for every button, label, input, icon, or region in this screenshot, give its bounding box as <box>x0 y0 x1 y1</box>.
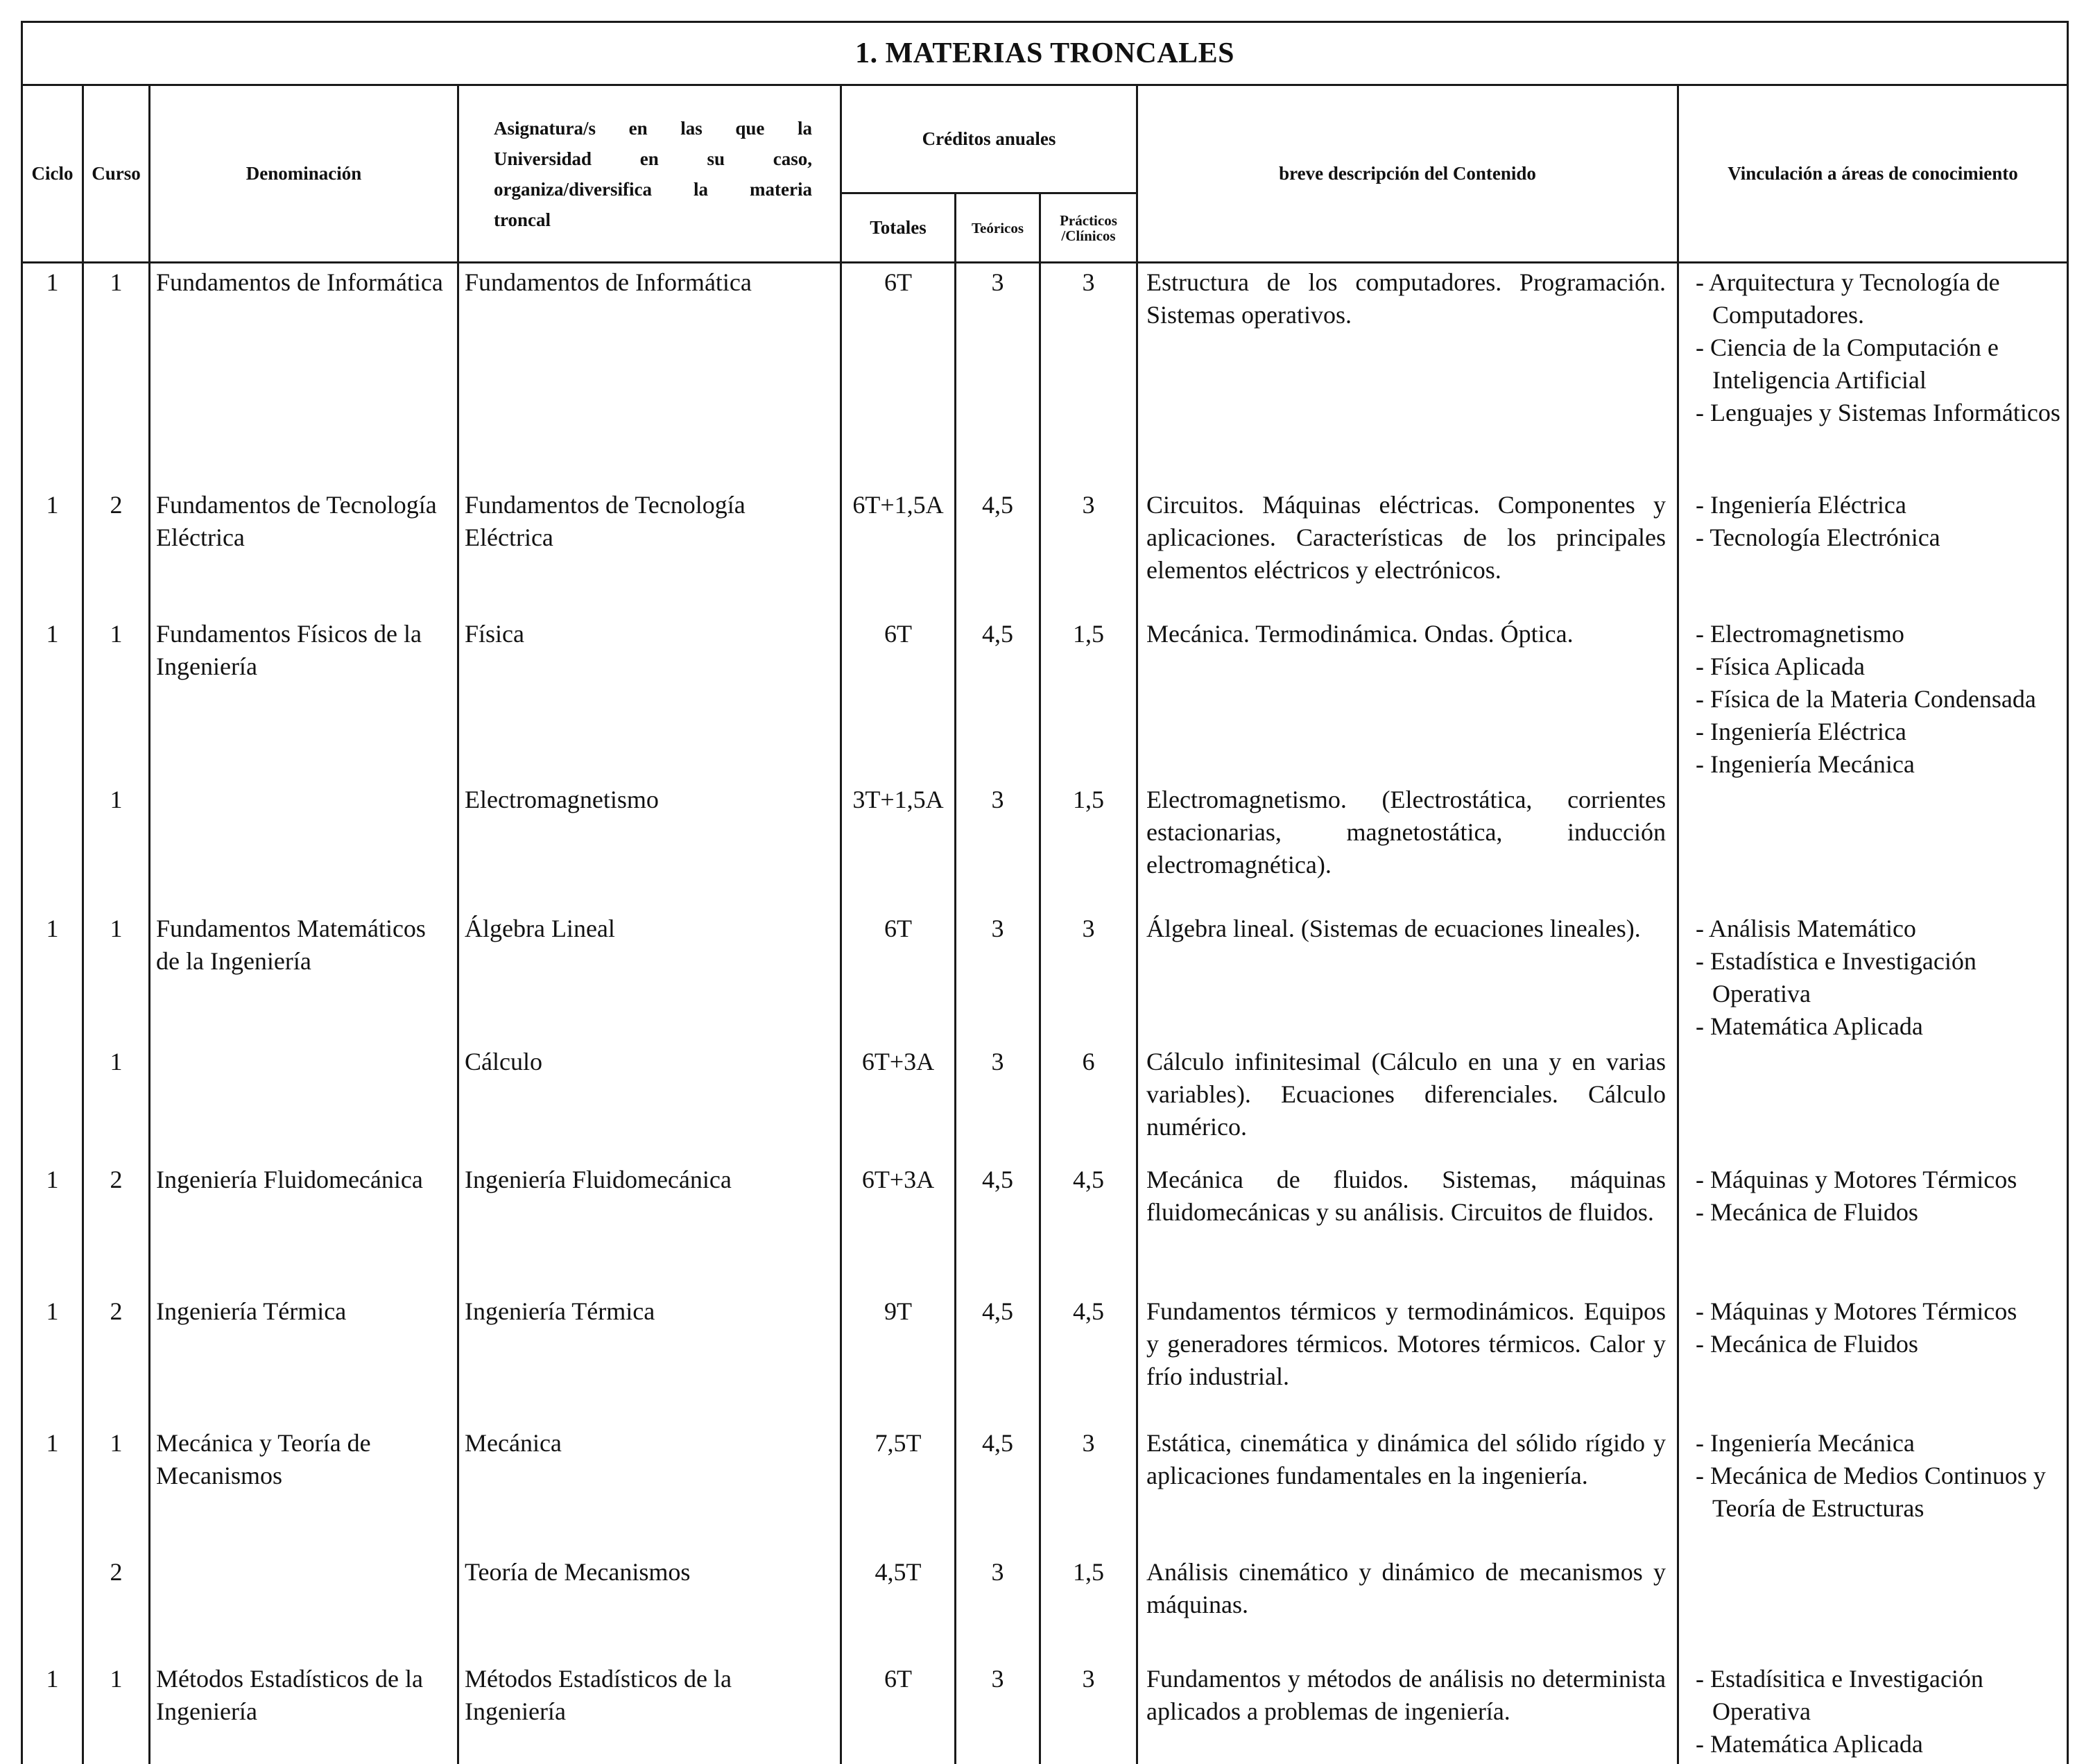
area-item: - Ciencia de la Computación e Inteligencia Artificial <box>1696 334 1999 394</box>
cell-teoricos <box>956 1161 1040 1292</box>
area-item: - Tecnología Electrónica <box>1696 523 1940 551</box>
cell-practicos <box>1040 1660 1137 1764</box>
cell-descripcion <box>1137 910 1678 1043</box>
cell-asignatura-text: Álgebra Lineal <box>465 914 615 942</box>
cell-asignatura <box>458 615 841 781</box>
table-row <box>22 615 2068 781</box>
cell-totales <box>841 486 956 615</box>
cell-denominacion-text: Fundamentos de Informática <box>156 268 443 296</box>
area-item: - Matemática Aplicada <box>1696 1012 1923 1040</box>
cell-asignatura-text: Electromagnetismo <box>465 785 659 813</box>
cell-curso-text: 1 <box>110 619 123 648</box>
table-row <box>22 910 2068 1043</box>
table-row <box>22 1660 2068 1764</box>
cell-descripcion <box>1137 1553 1678 1660</box>
area-item: - Máquinas y Motores Térmicos <box>1696 1165 2017 1193</box>
cell-denominacion-text: Ingeniería Térmica <box>156 1297 347 1325</box>
cell-practicos-text: 3 <box>1082 268 1095 296</box>
header-curso: Curso <box>83 85 150 263</box>
cell-denominacion-text: Mecánica y Teoría de Mecanismos <box>156 1428 371 1489</box>
cell-areas <box>1678 1292 2068 1424</box>
area-item: - Ingeniería Mecánica <box>1696 1428 1915 1457</box>
header-asignatura-line4: troncal <box>494 209 551 230</box>
cell-practicos <box>1040 781 1137 910</box>
cell-curso <box>83 1043 150 1161</box>
header-asignatura <box>458 85 841 263</box>
cell-practicos <box>1040 1292 1137 1424</box>
cell-teoricos-text: 4,5 <box>982 490 1013 519</box>
table-row <box>22 1043 2068 1161</box>
materias-table <box>21 21 2069 1764</box>
cell-practicos-text: 3 <box>1082 490 1095 519</box>
cell-asignatura <box>458 1161 841 1292</box>
cell-asignatura-text: Métodos Estadísticos de la Ingeniería <box>465 1664 732 1725</box>
cell-descripcion <box>1137 486 1678 615</box>
cell-ciclo-text: 1 <box>46 1165 59 1193</box>
cell-asignatura <box>458 1292 841 1424</box>
cell-asignatura <box>458 1660 841 1764</box>
cell-totales-text: 6T <box>884 268 912 296</box>
cell-ciclo-text: 1 <box>46 619 59 648</box>
cell-asignatura-text: Fundamentos de Tecnología Eléctrica <box>465 490 746 551</box>
area-item: - Física Aplicada <box>1696 652 1865 680</box>
cell-teoricos <box>956 263 1040 486</box>
cell-asignatura-text: Ingeniería Térmica <box>465 1297 655 1325</box>
area-item: - Matemática Aplicada <box>1696 1729 1923 1758</box>
cell-descripcion-text: Mecánica de fluidos. Sistemas, máquinas fluidomecánicas y su análisis. Circuitos de fluidos. <box>1146 1165 1666 1226</box>
cell-totales-text: 3T+1,5A <box>852 785 944 813</box>
cell-asignatura <box>458 1424 841 1553</box>
header-asignatura-line2: Universidad en su caso, <box>494 148 812 169</box>
cell-teoricos-text: 4,5 <box>982 1297 1013 1325</box>
cell-practicos-text: 3 <box>1082 914 1095 942</box>
cell-descripcion <box>1137 1292 1678 1424</box>
cell-ciclo <box>22 1292 83 1424</box>
cell-denominacion-text: Métodos Estadísticos de la Ingeniería <box>156 1664 423 1725</box>
cell-totales-text: 6T+3A <box>861 1047 935 1075</box>
header-teoricos: Teóricos <box>956 193 1040 263</box>
cell-practicos-text: 3 <box>1082 1428 1095 1457</box>
cell-totales <box>841 1553 956 1660</box>
header-totales: Totales <box>841 193 956 263</box>
cell-curso-text: 1 <box>110 1047 123 1075</box>
cell-areas <box>1678 910 2068 1043</box>
cell-ciclo-text: 1 <box>46 268 59 296</box>
cell-descripcion <box>1137 1043 1678 1161</box>
cell-teoricos <box>956 910 1040 1043</box>
page-title: 1. MATERIAS TRONCALES <box>22 22 2068 85</box>
materias-troncales-sheet <box>21 21 2067 1764</box>
cell-curso-text: 1 <box>110 268 123 296</box>
cell-denominacion-text: Fundamentos de Tecnología Eléctrica <box>156 490 437 551</box>
cell-curso-text: 1 <box>110 914 123 942</box>
cell-denominacion <box>150 486 458 615</box>
cell-ciclo-text: 1 <box>46 1664 59 1693</box>
cell-ciclo <box>22 615 83 781</box>
cell-ciclo-text: 1 <box>46 914 59 942</box>
cell-teoricos-text: 4,5 <box>982 1428 1013 1457</box>
cell-areas <box>1678 1043 2068 1161</box>
cell-totales-text: 7,5T <box>875 1428 922 1457</box>
area-item: - Lenguajes y Sistemas Informáticos <box>1696 399 2060 426</box>
cell-descripcion <box>1137 781 1678 910</box>
cell-descripcion <box>1137 1660 1678 1764</box>
cell-ciclo-text: 1 <box>46 490 59 519</box>
cell-curso <box>83 1660 150 1764</box>
cell-asignatura-text: Física <box>465 619 524 648</box>
cell-denominacion <box>150 263 458 486</box>
cell-asignatura <box>458 1553 841 1660</box>
cell-descripcion-text: Álgebra lineal. (Sistemas de ecuaciones lineales). <box>1146 914 1641 942</box>
table-body <box>22 263 2068 1764</box>
cell-totales-text: 4,5T <box>875 1557 922 1586</box>
cell-ciclo <box>22 263 83 486</box>
cell-descripcion-text: Fundamentos térmicos y termodinámicos. Equipos y generadores térmicos. Motores térmicos. Calor y frío industrial. <box>1146 1297 1666 1390</box>
area-item: - Máquinas y Motores Térmicos <box>1696 1297 2017 1325</box>
cell-denominacion <box>150 781 458 910</box>
cell-asignatura-text: Mecánica <box>465 1428 562 1457</box>
table-row <box>22 1292 2068 1424</box>
cell-teoricos-text: 3 <box>991 914 1004 942</box>
cell-teoricos-text: 3 <box>991 1047 1004 1075</box>
cell-asignatura-text: Teoría de Mecanismos <box>465 1557 691 1586</box>
cell-denominacion-text: Ingeniería Fluidomecánica <box>156 1165 423 1193</box>
cell-curso <box>83 1292 150 1424</box>
cell-asignatura-text: Fundamentos de Informática <box>465 268 752 296</box>
cell-curso <box>83 486 150 615</box>
cell-ciclo <box>22 1424 83 1553</box>
cell-practicos-text: 3 <box>1082 1664 1095 1693</box>
cell-teoricos <box>956 1660 1040 1764</box>
cell-teoricos-text: 4,5 <box>982 1165 1013 1193</box>
cell-teoricos <box>956 1424 1040 1553</box>
cell-practicos-text: 1,5 <box>1073 1557 1104 1586</box>
cell-totales <box>841 781 956 910</box>
area-item: - Mecánica de Fluidos <box>1696 1197 1918 1226</box>
table-row <box>22 486 2068 615</box>
area-item: - Ingeniería Eléctrica <box>1696 490 1906 519</box>
cell-descripcion <box>1137 1424 1678 1553</box>
cell-practicos <box>1040 486 1137 615</box>
cell-teoricos <box>956 1043 1040 1161</box>
cell-practicos <box>1040 910 1137 1043</box>
cell-areas <box>1678 486 2068 615</box>
cell-descripcion <box>1137 1161 1678 1292</box>
cell-ciclo-text: 1 <box>46 1297 59 1325</box>
cell-curso <box>83 781 150 910</box>
cell-practicos <box>1040 1043 1137 1161</box>
cell-descripcion-text: Circuitos. Máquinas eléctricas. Componentes y aplicaciones. Características de los principales elementos eléctricos y electrónicos. <box>1146 490 1666 584</box>
table-row <box>22 1424 2068 1553</box>
cell-curso <box>83 615 150 781</box>
cell-teoricos <box>956 615 1040 781</box>
area-item: - Física de la Materia Condensada <box>1696 684 2036 713</box>
cell-asignatura <box>458 781 841 910</box>
cell-ciclo <box>22 1553 83 1660</box>
table-row <box>22 263 2068 486</box>
area-item: - Ingeniería Eléctrica <box>1696 717 1906 745</box>
header-ciclo: Ciclo <box>22 85 83 263</box>
area-item: - Análisis Matemático <box>1696 914 1916 942</box>
cell-totales-text: 6T+1,5A <box>852 490 944 519</box>
cell-curso-text: 2 <box>110 1297 123 1325</box>
cell-practicos-text: 1,5 <box>1073 619 1104 648</box>
header-practicos-line2: /Clínicos <box>1061 227 1116 244</box>
cell-areas <box>1678 1553 2068 1660</box>
cell-areas <box>1678 1161 2068 1292</box>
cell-asignatura <box>458 910 841 1043</box>
area-item: - Ingeniería Mecánica <box>1696 750 1915 778</box>
cell-totales-text: 6T <box>884 914 912 942</box>
cell-asignatura-text: Ingeniería Fluidomecánica <box>465 1165 732 1193</box>
header-asignatura-line3: organiza/diversifica la materia <box>494 178 812 200</box>
header-descripcion: breve descripción del Contenido <box>1137 85 1678 263</box>
cell-teoricos <box>956 1553 1040 1660</box>
header-practicos <box>1040 193 1137 263</box>
cell-teoricos-text: 4,5 <box>982 619 1013 648</box>
cell-teoricos-text: 3 <box>991 1664 1004 1693</box>
cell-totales <box>841 1161 956 1292</box>
cell-curso <box>83 263 150 486</box>
header-denominacion: Denominación <box>150 85 458 263</box>
cell-asignatura <box>458 486 841 615</box>
cell-practicos-text: 4,5 <box>1073 1165 1104 1193</box>
cell-denominacion <box>150 1553 458 1660</box>
cell-practicos <box>1040 615 1137 781</box>
cell-totales <box>841 910 956 1043</box>
cell-descripcion <box>1137 263 1678 486</box>
cell-curso-text: 1 <box>110 1428 123 1457</box>
cell-descripcion-text: Mecánica. Termodinámica. Ondas. Óptica. <box>1146 619 1574 648</box>
cell-totales <box>841 1043 956 1161</box>
cell-descripcion-text: Análisis cinemático y dinámico de mecanismos y máquinas. <box>1146 1557 1666 1618</box>
cell-totales-text: 9T <box>884 1297 912 1325</box>
cell-curso-text: 1 <box>110 1664 123 1693</box>
cell-asignatura-text: Cálculo <box>465 1047 542 1075</box>
cell-denominacion-text: Fundamentos Matemáticos de la Ingeniería <box>156 914 426 975</box>
cell-descripcion-text: Estática, cinemática y dinámica del sólido rígido y aplicaciones fundamentales en la ingeniería. <box>1146 1428 1666 1489</box>
cell-ciclo <box>22 486 83 615</box>
header-creditos: Créditos anuales <box>841 85 1137 193</box>
cell-descripcion-text: Cálculo infinitesimal (Cálculo en una y en varias variables). Ecuaciones diferenciales. Cálculo numérico. <box>1146 1047 1666 1141</box>
cell-ciclo <box>22 1660 83 1764</box>
cell-totales <box>841 1424 956 1553</box>
cell-asignatura <box>458 263 841 486</box>
cell-teoricos-text: 3 <box>991 1557 1004 1586</box>
header-vinculacion: Vinculación a áreas de conocimiento <box>1678 85 2068 263</box>
cell-ciclo <box>22 1161 83 1292</box>
cell-descripcion-text: Estructura de los computadores. Programación. Sistemas operativos. <box>1146 268 1666 329</box>
cell-totales-text: 6T <box>884 1664 912 1693</box>
cell-descripcion-text: Electromagnetismo. (Electrostática, corrientes estacionarias, magnetostática, inducción electromagnética). <box>1146 785 1666 879</box>
table-row <box>22 781 2068 910</box>
cell-totales <box>841 615 956 781</box>
area-item: - Electromagnetismo <box>1696 619 1904 648</box>
cell-practicos <box>1040 1424 1137 1553</box>
cell-teoricos <box>956 781 1040 910</box>
cell-totales-text: 6T+3A <box>861 1165 935 1193</box>
cell-ciclo <box>22 1043 83 1161</box>
cell-descripcion <box>1137 615 1678 781</box>
table-row <box>22 1553 2068 1660</box>
cell-teoricos-text: 3 <box>991 268 1004 296</box>
cell-practicos <box>1040 1553 1137 1660</box>
cell-areas <box>1678 263 2068 486</box>
cell-ciclo <box>22 781 83 910</box>
header-asignatura-line1: Asignatura/s en las que la <box>494 117 812 139</box>
cell-denominacion <box>150 1660 458 1764</box>
cell-curso-text: 2 <box>110 1557 123 1586</box>
area-item: - Arquitectura y Tecnología de Computadores. <box>1696 268 2000 329</box>
cell-curso-text: 2 <box>110 1165 123 1193</box>
cell-ciclo <box>22 910 83 1043</box>
cell-ciclo-text: 1 <box>46 1428 59 1457</box>
cell-descripcion-text: Fundamentos y métodos de análisis no determinista aplicados a problemas de ingeniería. <box>1146 1664 1666 1725</box>
cell-curso-text: 2 <box>110 490 123 519</box>
cell-curso <box>83 1553 150 1660</box>
cell-denominacion <box>150 1043 458 1161</box>
cell-curso <box>83 910 150 1043</box>
cell-curso-text: 1 <box>110 785 123 813</box>
cell-areas <box>1678 781 2068 910</box>
area-item: - Estadísitica e Investigación Operativa <box>1696 1664 1983 1725</box>
table-row <box>22 1161 2068 1292</box>
cell-denominacion <box>150 1292 458 1424</box>
cell-teoricos-text: 3 <box>991 785 1004 813</box>
cell-totales <box>841 1660 956 1764</box>
cell-practicos-text: 1,5 <box>1073 785 1104 813</box>
cell-practicos <box>1040 1161 1137 1292</box>
cell-totales-text: 6T <box>884 619 912 648</box>
cell-teoricos <box>956 1292 1040 1424</box>
cell-asignatura <box>458 1043 841 1161</box>
cell-denominacion <box>150 910 458 1043</box>
area-item: - Mecánica de Fluidos <box>1696 1329 1918 1358</box>
cell-totales <box>841 263 956 486</box>
cell-denominacion <box>150 1424 458 1553</box>
cell-areas <box>1678 1424 2068 1553</box>
cell-practicos <box>1040 263 1137 486</box>
cell-teoricos <box>956 486 1040 615</box>
area-item: - Mecánica de Medios Continuos y Teoría de Estructuras <box>1696 1461 2046 1522</box>
cell-practicos-text: 6 <box>1082 1047 1095 1075</box>
cell-denominacion <box>150 1161 458 1292</box>
cell-curso <box>83 1161 150 1292</box>
header-practicos-line1: Prácticos <box>1060 211 1117 229</box>
cell-practicos-text: 4,5 <box>1073 1297 1104 1325</box>
cell-denominacion-text: Fundamentos Físicos de la Ingeniería <box>156 619 422 680</box>
area-item: - Estadística e Investigación Operativa <box>1696 946 1977 1008</box>
cell-curso <box>83 1424 150 1553</box>
cell-areas <box>1678 615 2068 781</box>
cell-areas <box>1678 1660 2068 1764</box>
cell-denominacion <box>150 615 458 781</box>
cell-totales <box>841 1292 956 1424</box>
